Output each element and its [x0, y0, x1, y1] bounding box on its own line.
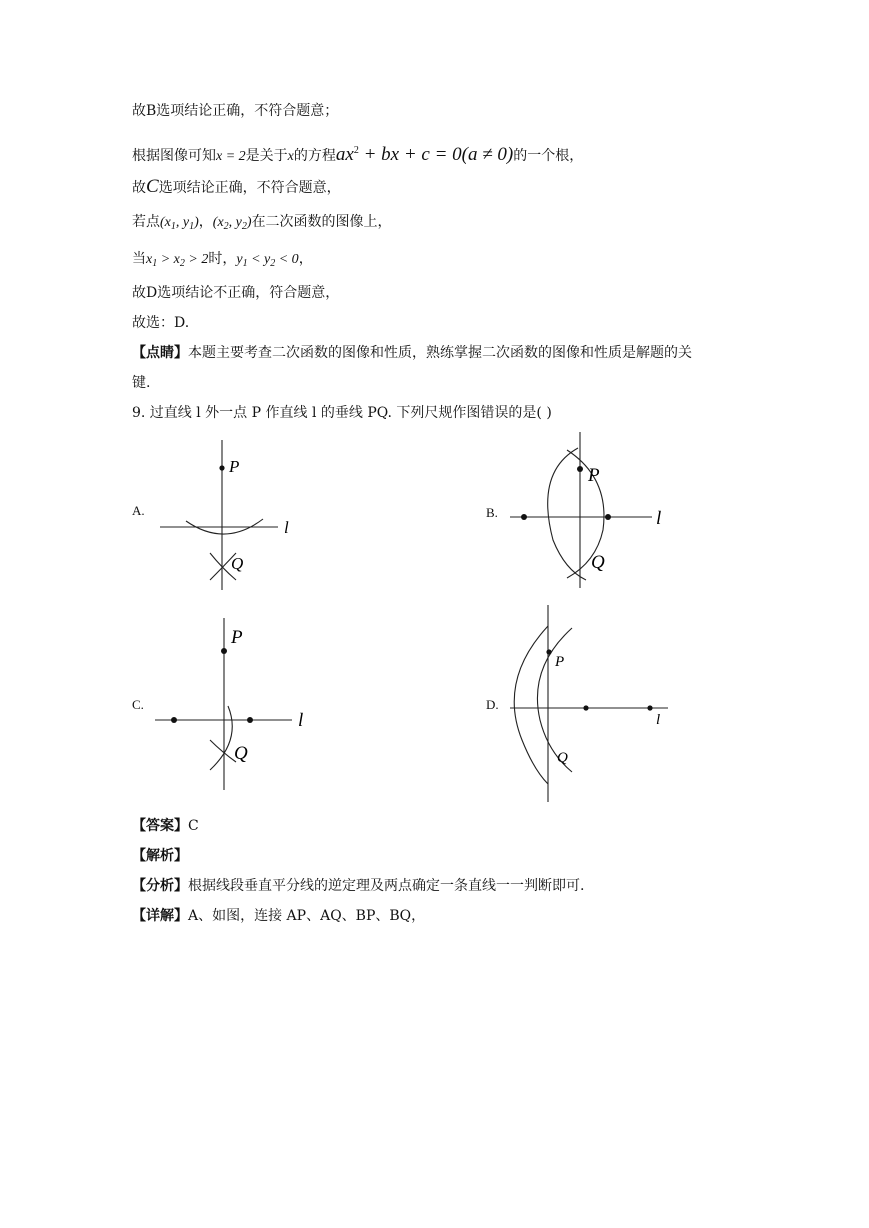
fig-d-label-l: l	[656, 712, 661, 728]
fig-a-label-q: Q	[231, 554, 244, 573]
option-b-label: B.	[486, 505, 498, 520]
text-line-6: 故D选项结论不正确，符合题意，	[132, 285, 340, 301]
tag-dianjing: 【点睛】	[132, 345, 188, 361]
fig-a-label-l: l	[284, 518, 289, 537]
fig-a-label-p: P	[229, 457, 240, 476]
math-inequality-1: $x_1 > x_2 > 2$	[146, 252, 209, 269]
text-line-5: 当$x_1 > x_2 > 2$时，$y_1 < y_2 < 0$，	[132, 251, 313, 269]
question-9: 9. 过直线 l 外一点 P 作直线 l 的垂线 PQ. 下列尺规作图错误的是( )	[132, 405, 552, 421]
fig-d-label-q: Q	[557, 750, 568, 766]
text-line-2: 根据图像可知x = 2是关于x的方程$ax^2$ + bx + c = 0(a ≠ 0)的一个根，	[132, 144, 584, 165]
fig-b-label-p: P	[588, 465, 600, 486]
fig-c-label-p: P	[231, 627, 243, 648]
fig-d-point-a	[583, 705, 588, 710]
math-x-equals-2: x = 2	[216, 149, 246, 164]
fig-d-label-p: P	[555, 654, 565, 670]
fig-d-arc-outer	[514, 626, 548, 784]
text-line-8: 【点睛】本题主要考查二次函数的图像和性质，熟练掌握二次函数的图像和性质是解题的关	[132, 345, 692, 361]
math-option-c: C	[146, 176, 159, 197]
fig-d-point-b	[647, 705, 652, 710]
text-line-4: 若点($x_1$, $y_1$)，($x_2$, $y_2$)在二次函数的图像上，	[132, 214, 392, 232]
option-c-label: C.	[132, 697, 144, 712]
answer-value: C	[188, 818, 199, 834]
text-line-9: 键.	[132, 375, 151, 391]
math-quadratic-equation: $ax^2$ + bx + c = 0(a ≠ 0)	[335, 144, 514, 165]
math-x: x	[287, 149, 294, 164]
math-inequality-2: $y_1 < y_2 < 0$	[236, 252, 299, 269]
jiexi-line: 【解析】	[132, 848, 188, 864]
xiangjie-line: 【详解】A、如图，连接 AP、AQ、BP、BQ，	[132, 908, 426, 924]
text-line-7: 故选：D.	[132, 315, 190, 331]
option-a-label: A.	[132, 503, 145, 518]
text-line-3: 故C选项结论正确，不符合题意，	[132, 176, 341, 197]
fenxi-line: 【分析】根据线段垂直平分线的逆定理及两点确定一条直线一一判断即可.	[132, 878, 585, 894]
answer-line: 【答案】C	[132, 818, 199, 834]
math-point-2: ($x_2$, $y_2$)	[212, 215, 252, 232]
fig-c-label-q: Q	[234, 743, 248, 764]
fig-d-point-p	[546, 649, 551, 654]
fig-b-label-l: l	[656, 508, 662, 529]
option-d-label: D.	[486, 697, 499, 712]
fig-c-label-l: l	[298, 710, 304, 731]
fig-b-label-q: Q	[591, 552, 605, 573]
math-point-1: ($x_1$, $y_1$)	[160, 215, 199, 232]
text-line-1: 故B选项结论正确，不符合题意；	[132, 103, 339, 119]
